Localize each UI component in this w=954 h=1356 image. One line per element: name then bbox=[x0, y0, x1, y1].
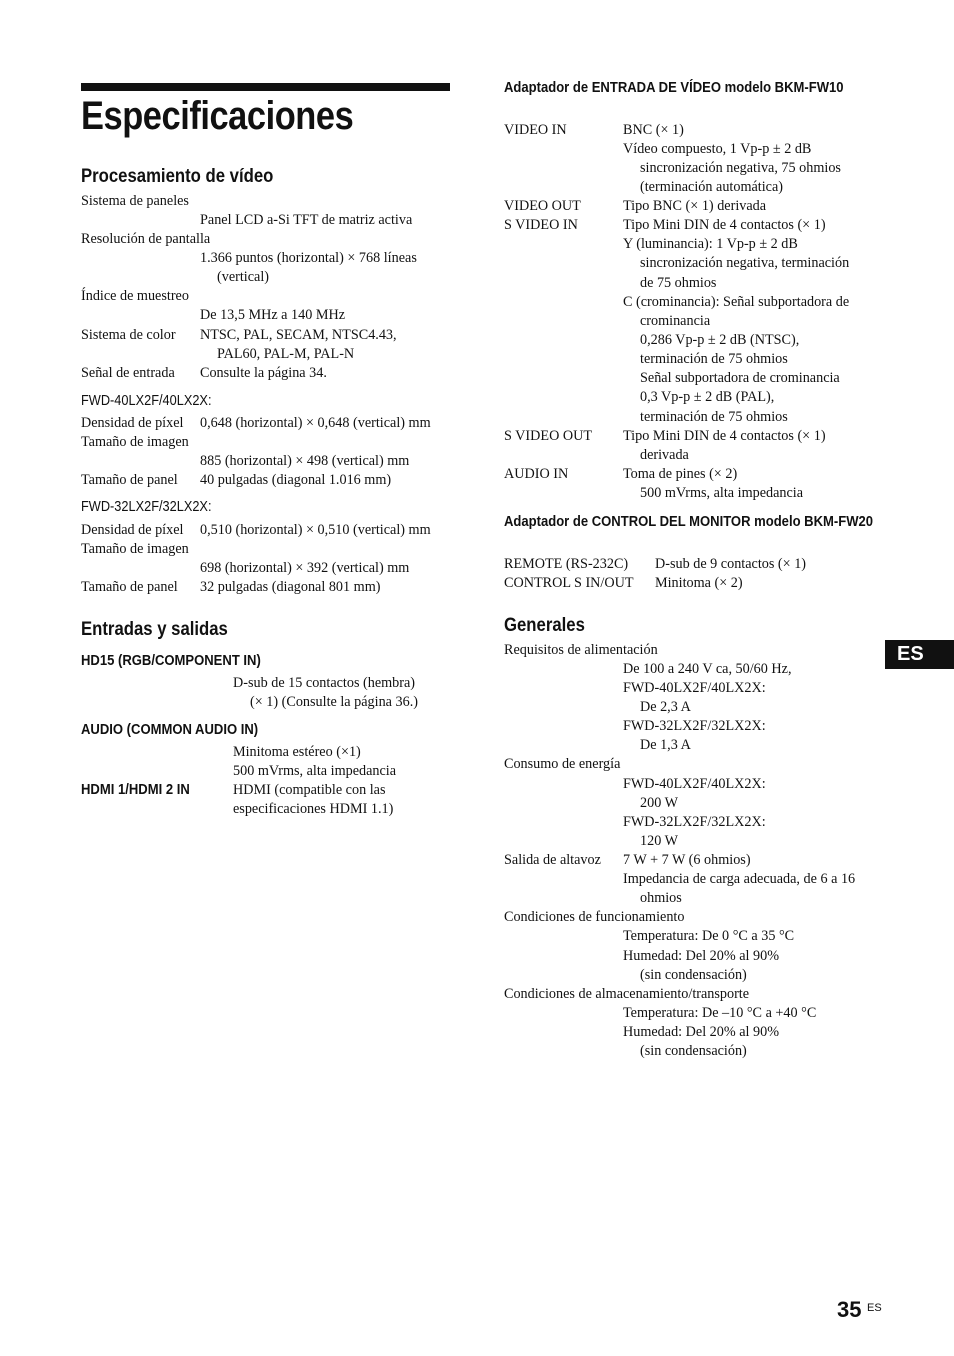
cons-value-2: 200 W bbox=[640, 795, 678, 811]
spec-m32-tampanel-label: Tamaño de panel bbox=[81, 579, 178, 595]
audio-heading: AUDIO (COMMON AUDIO IN) bbox=[81, 722, 259, 738]
alm-value: Temperatura: De –10 °C a +40 °C bbox=[623, 1005, 817, 1021]
spec-color-label: Sistema de color bbox=[81, 327, 176, 343]
title-rule bbox=[81, 83, 450, 91]
spec-m40-tamimg-label: Tamaño de imagen bbox=[81, 434, 189, 450]
audio-value-cont: 500 mVrms, alta impedancia bbox=[233, 763, 397, 779]
spec-resolucion-value: 1.366 puntos (horizontal) × 768 líneas bbox=[200, 250, 417, 266]
spec-sistema-paneles-label: Sistema de paneles bbox=[81, 193, 189, 209]
spec-m40-tampanel-label: Tamaño de panel bbox=[81, 472, 178, 488]
svideoout-value: Tipo Mini DIN de 4 contactos (× 1) bbox=[623, 428, 826, 444]
hdmi-value: HDMI (compatible con las bbox=[233, 782, 386, 798]
spec-color-value-cont: PAL60, PAL-M, PAL-N bbox=[217, 346, 355, 362]
remote-value: D-sub de 9 contactos (× 1) bbox=[655, 556, 807, 572]
section-heading-entradas: Entradas y salidas bbox=[81, 619, 228, 640]
page-title: Especificaciones bbox=[81, 94, 354, 138]
spec-m40-tampanel-value: 40 pulgadas (diagonal 1.016 mm) bbox=[200, 472, 392, 488]
altavoz-label: Salida de altavoz bbox=[504, 852, 601, 868]
spec-m40-densidad-label: Densidad de píxel bbox=[81, 415, 184, 431]
svideoout-value-2: derivada bbox=[640, 447, 689, 463]
func-value: Temperatura: De 0 °C a 35 °C bbox=[623, 928, 795, 944]
alm-value-3: (sin condensación) bbox=[640, 1043, 747, 1059]
req-value: De 100 a 240 V ca, 50/60 Hz, bbox=[623, 661, 792, 677]
spec-muestreo-label: Índice de muestreo bbox=[81, 288, 189, 304]
svideoin-value: Tipo Mini DIN de 4 contactos (× 1) bbox=[623, 217, 826, 233]
hdmi-value-cont: especificaciones HDMI 1.1) bbox=[233, 801, 394, 817]
svideoin-value-2: Y (luminancia): 1 Vp-p ± 2 dB bbox=[623, 236, 798, 252]
svideoin-value-4: de 75 ohmios bbox=[640, 275, 717, 291]
model-heading-40: FWD-40LX2F/40LX2X: bbox=[81, 393, 212, 409]
altavoz-value-3: ohmios bbox=[640, 890, 682, 906]
svideoin-value-6: crominancia bbox=[640, 313, 711, 329]
req-value-5: De 1,3 A bbox=[640, 737, 691, 753]
req-label: Requisitos de alimentación bbox=[504, 642, 658, 658]
videoin-value: BNC (× 1) bbox=[623, 122, 684, 138]
alm-value-2: Humedad: Del 20% al 90% bbox=[623, 1024, 780, 1040]
spec-m32-tamimg-value: 698 (horizontal) × 392 (vertical) mm bbox=[200, 560, 410, 576]
req-value-4: FWD-32LX2F/32LX2X: bbox=[623, 718, 766, 734]
language-tab: ES bbox=[885, 640, 954, 669]
videoout-value: Tipo BNC (× 1) derivada bbox=[623, 198, 767, 214]
altavoz-value-2: Impedancia de carga adecuada, de 6 a 16 bbox=[623, 871, 856, 887]
svideoin-value-11: terminación de 75 ohmios bbox=[640, 409, 788, 425]
spec-m40-densidad-value: 0,648 (horizontal) × 0,648 (vertical) mm bbox=[200, 415, 431, 431]
page-number: 35 bbox=[837, 1297, 862, 1322]
videoin-value-2: Vídeo compuesto, 1 Vp-p ± 2 dB bbox=[623, 141, 812, 157]
cons-value-4: 120 W bbox=[640, 833, 678, 849]
func-value-2: Humedad: Del 20% al 90% bbox=[623, 948, 780, 964]
videoin-value-4: (terminación automática) bbox=[640, 179, 783, 195]
hd15-value-cont: (× 1) (Consulte la página 36.) bbox=[250, 694, 418, 710]
hd15-value: D-sub de 15 contactos (hembra) bbox=[233, 675, 416, 691]
spec-muestreo-value: De 13,5 MHz a 140 MHz bbox=[200, 307, 345, 323]
svideoout-label: S VIDEO OUT bbox=[504, 428, 593, 444]
cons-value-3: FWD-32LX2F/32LX2X: bbox=[623, 814, 766, 830]
control-value: Minitoma (× 2) bbox=[655, 575, 743, 591]
spec-color-value: NTSC, PAL, SECAM, NTSC4.43, bbox=[200, 327, 397, 343]
svideoin-value-8: terminación de 75 ohmios bbox=[640, 351, 788, 367]
req-value-2: FWD-40LX2F/40LX2X: bbox=[623, 680, 766, 696]
spec-m40-tamimg-value: 885 (horizontal) × 498 (vertical) mm bbox=[200, 453, 410, 469]
videoin-label: VIDEO IN bbox=[504, 122, 567, 138]
cons-value: FWD-40LX2F/40LX2X: bbox=[623, 776, 766, 792]
spec-resolucion-label: Resolución de pantalla bbox=[81, 231, 211, 247]
svideoin-value-10: 0,3 Vp-p ± 2 dB (PAL), bbox=[640, 389, 775, 405]
svideoin-value-3: sincronización negativa, terminación bbox=[640, 255, 850, 271]
section-heading-generales: Generales bbox=[504, 615, 585, 636]
svideoin-value-7: 0,286 Vp-p ± 2 dB (NTSC), bbox=[640, 332, 800, 348]
videoout-label: VIDEO OUT bbox=[504, 198, 581, 214]
spec-sistema-paneles-value: Panel LCD a-Si TFT de matriz activa bbox=[200, 212, 413, 228]
svideoin-label: S VIDEO IN bbox=[504, 217, 578, 233]
altavoz-value: 7 W + 7 W (6 ohmios) bbox=[623, 852, 751, 868]
hdmi-heading: HDMI 1/HDMI 2 IN bbox=[81, 782, 190, 798]
spec-m32-tamimg-label: Tamaño de imagen bbox=[81, 541, 189, 557]
audioin-value-2: 500 mVrms, alta impedancia bbox=[640, 485, 804, 501]
fw10-heading: Adaptador de ENTRADA DE VÍDEO modelo BKM-FW10 bbox=[504, 80, 844, 96]
audioin-value: Toma de pines (× 2) bbox=[623, 466, 738, 482]
spec-senal-value: Consulte la página 34. bbox=[200, 365, 327, 381]
audio-value: Minitoma estéreo (×1) bbox=[233, 744, 361, 760]
spec-m32-tampanel-value: 32 pulgadas (diagonal 801 mm) bbox=[200, 579, 381, 595]
fw20-heading: Adaptador de CONTROL DEL MONITOR modelo BKM-FW20 bbox=[504, 514, 874, 530]
page-number-suffix: ES bbox=[867, 1302, 882, 1314]
section-heading-procesamiento: Procesamiento de vídeo bbox=[81, 166, 274, 187]
remote-label: REMOTE (RS-232C) bbox=[504, 556, 629, 572]
svideoin-value-9: Señal subportadora de crominancia bbox=[640, 370, 840, 386]
hd15-heading: HD15 (RGB/COMPONENT IN) bbox=[81, 653, 261, 669]
spec-m32-densidad-value: 0,510 (horizontal) × 0,510 (vertical) mm bbox=[200, 522, 431, 538]
cons-label: Consumo de energía bbox=[504, 756, 621, 772]
func-value-3: (sin condensación) bbox=[640, 967, 747, 983]
videoin-value-3: sincronización negativa, 75 ohmios bbox=[640, 160, 841, 176]
svideoin-value-5: C (crominancia): Señal subportadora de bbox=[623, 294, 850, 310]
spec-senal-label: Señal de entrada bbox=[81, 365, 175, 381]
alm-label: Condiciones de almacenamiento/transporte bbox=[504, 986, 750, 1002]
req-value-3: De 2,3 A bbox=[640, 699, 691, 715]
spec-m32-densidad-label: Densidad de píxel bbox=[81, 522, 184, 538]
audioin-label: AUDIO IN bbox=[504, 466, 569, 482]
spec-resolucion-value-cont: (vertical) bbox=[217, 269, 269, 285]
control-label: CONTROL S IN/OUT bbox=[504, 575, 634, 591]
func-label: Condiciones de funcionamiento bbox=[504, 909, 685, 925]
model-heading-32: FWD-32LX2F/32LX2X: bbox=[81, 499, 212, 515]
